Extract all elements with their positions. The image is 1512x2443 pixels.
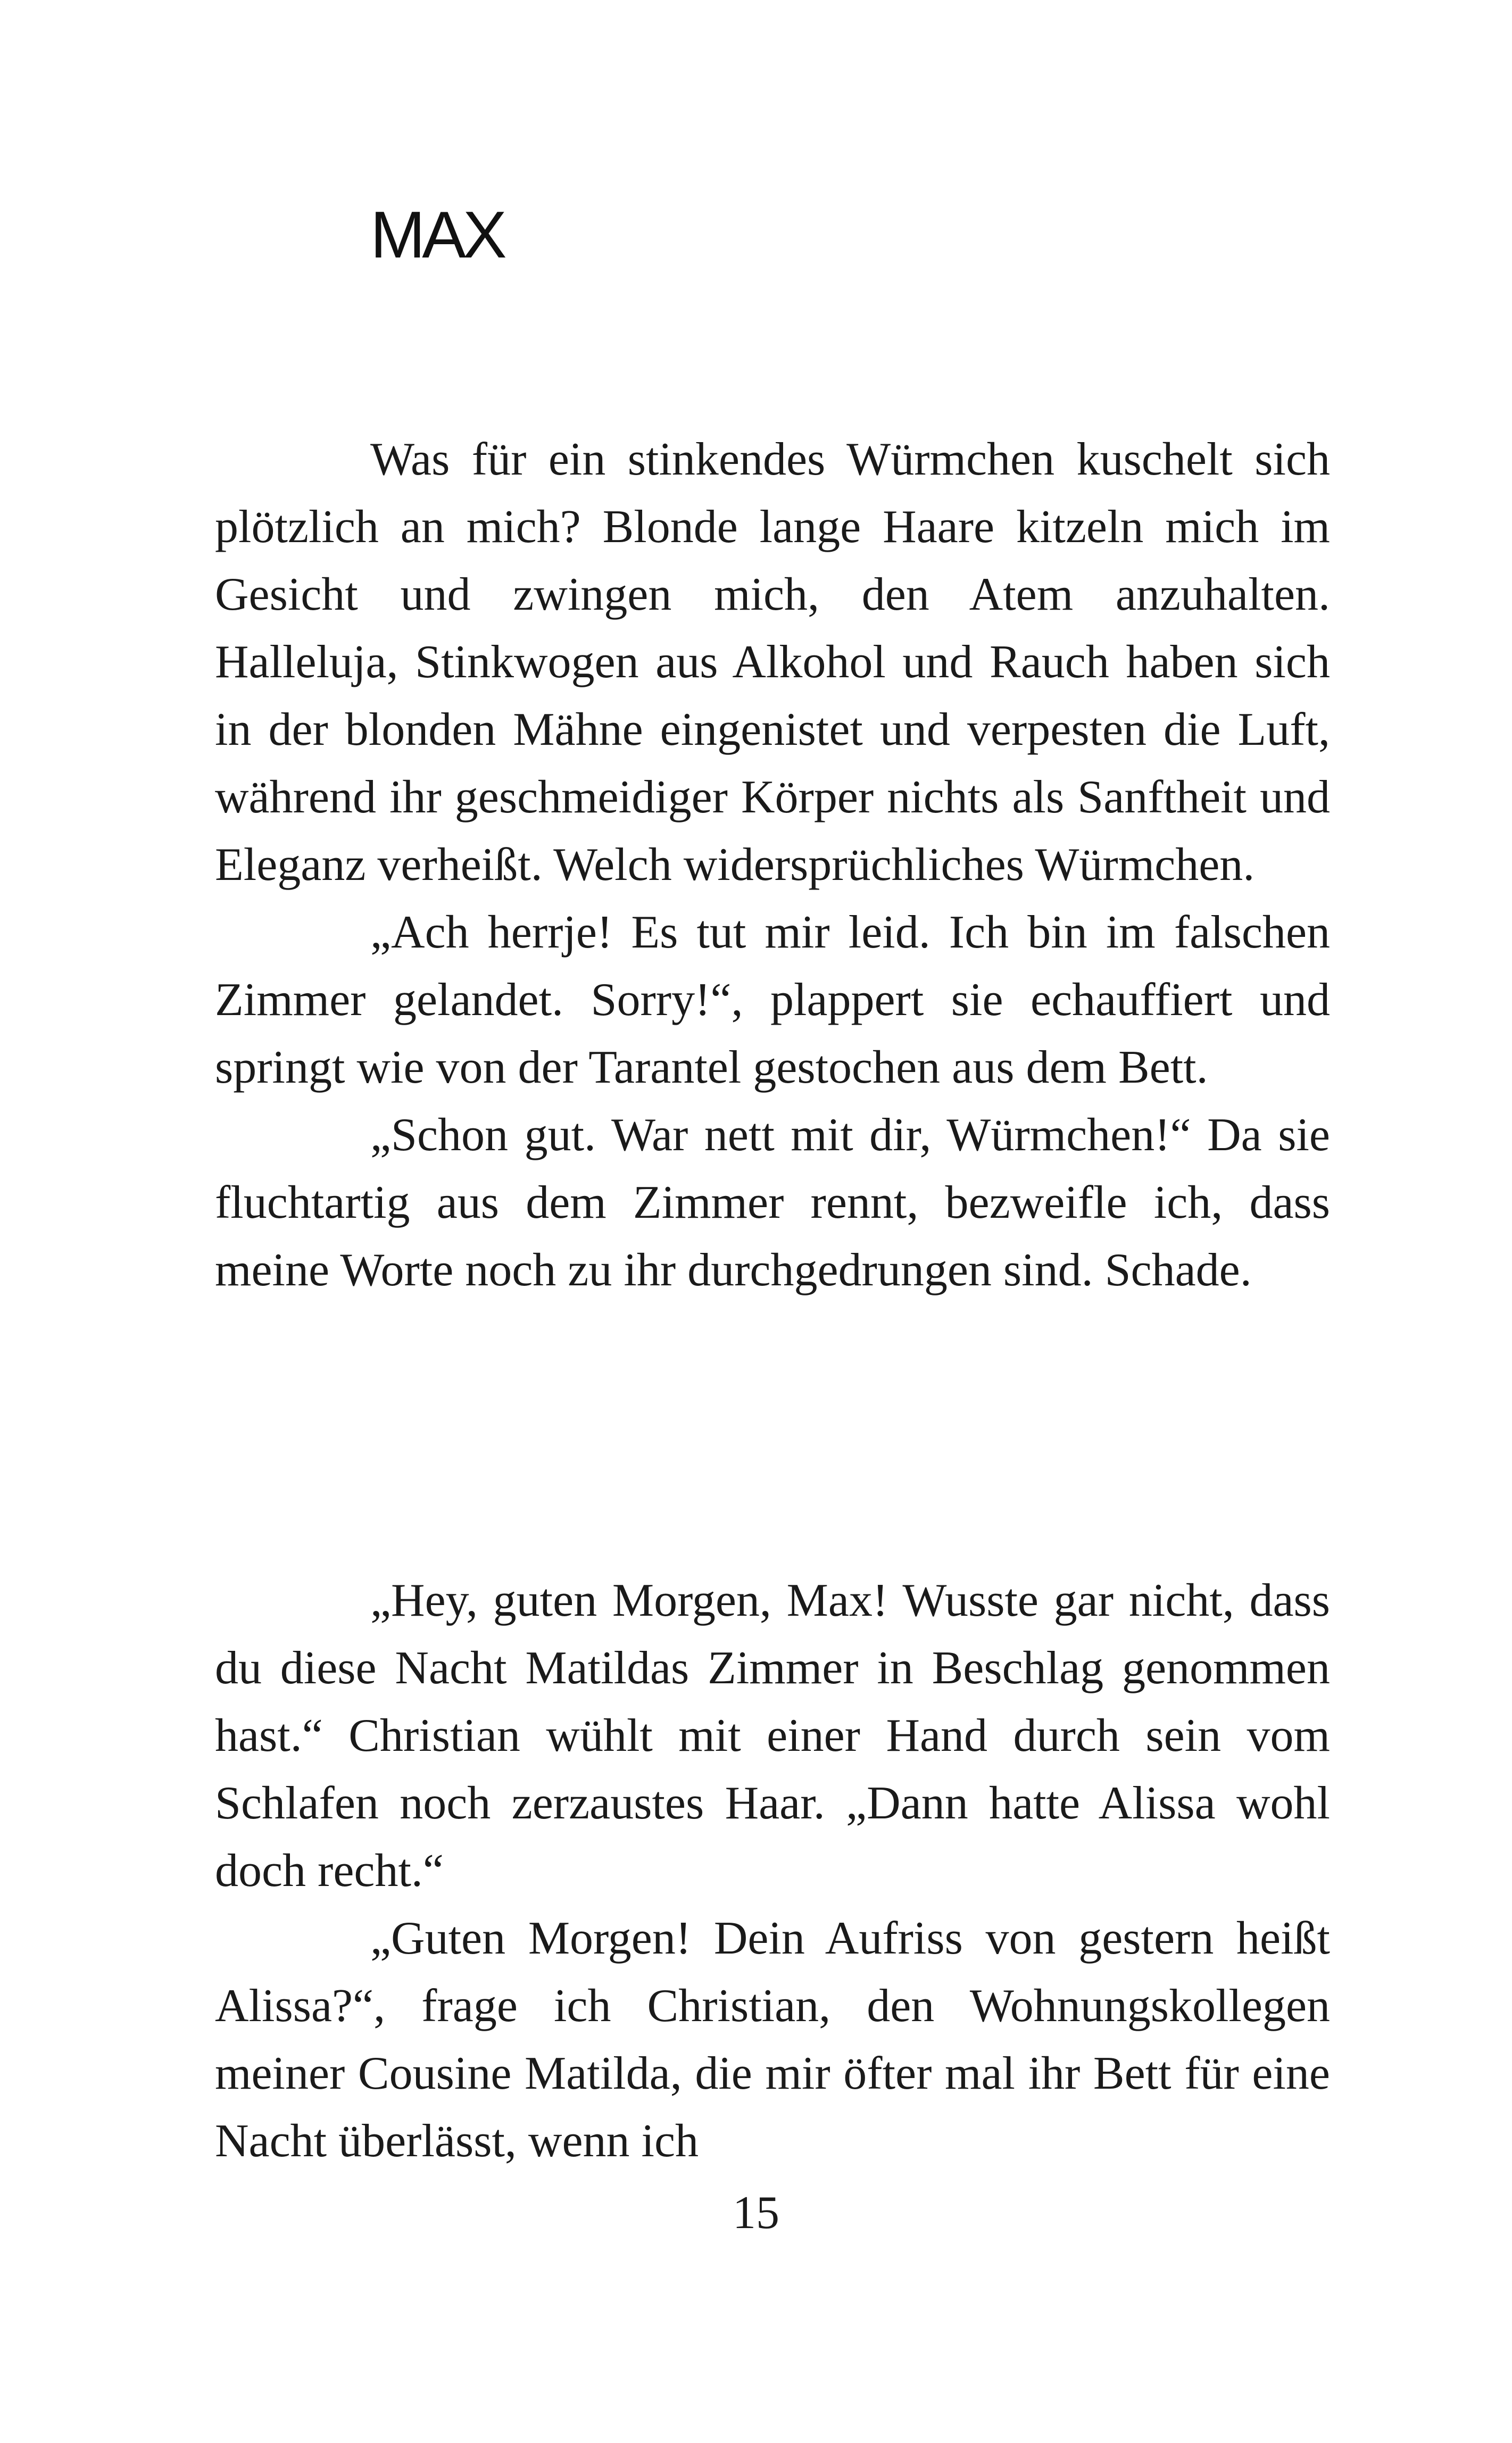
text-section-2 <box>215 1567 1330 2175</box>
paragraph: „Hey, guten Morgen, Max! Wusste gar nicht, dass du diese Nacht Matildas Zimmer in Beschlag genommen hast.“ Christian wühlt mit einer Hand durch sein vom Schlafen noch zerzaustes Haar. „Dann hatte Alissa wohl doch recht.“ <box>215 1575 1330 1897</box>
paragraph: „Guten Morgen! Dein Aufriss von gestern heißt Alissa?“, frage ich Christian, den Wohnungskollegen meiner Cousine Matilda, die mir öfter mal ihr Bett für eine Nacht überlässt, wenn ich <box>215 1913 1330 2167</box>
paragraph: „Schon gut. War nett mit dir, Würmchen!“ Da sie fluchtartig aus dem Zimmer rennt, bezweifle ich, dass meine Worte noch zu ihr durchgedrungen sind. Schade. <box>215 1109 1330 1296</box>
text-section-1 <box>215 426 1330 1304</box>
paragraph: „Ach herrje! Es tut mir leid. Ich bin im falschen Zimmer gelandet. Sorry!“, plappert sie echauffiert und springt wie von der Tarantel gestochen aus dem Bett. <box>215 907 1330 1093</box>
chapter-title: MAX <box>370 198 504 272</box>
page-number: 15 <box>733 2187 779 2239</box>
paragraph: Was für ein stinkendes Würmchen kuschelt sich plötzlich an mich? Blonde lange Haare kitzeln mich im Gesicht und zwingen mich, den Atem anzuhalten. Halleluja, Stinkwogen aus Alkohol und Rauch haben sich in der blonden Mähne eingenistet und verpesten die Luft, während ihr geschmeidiger Körper nichts als Sanftheit und Eleganz verheißt. Welch widersprüchliches Würmchen. <box>215 434 1330 891</box>
